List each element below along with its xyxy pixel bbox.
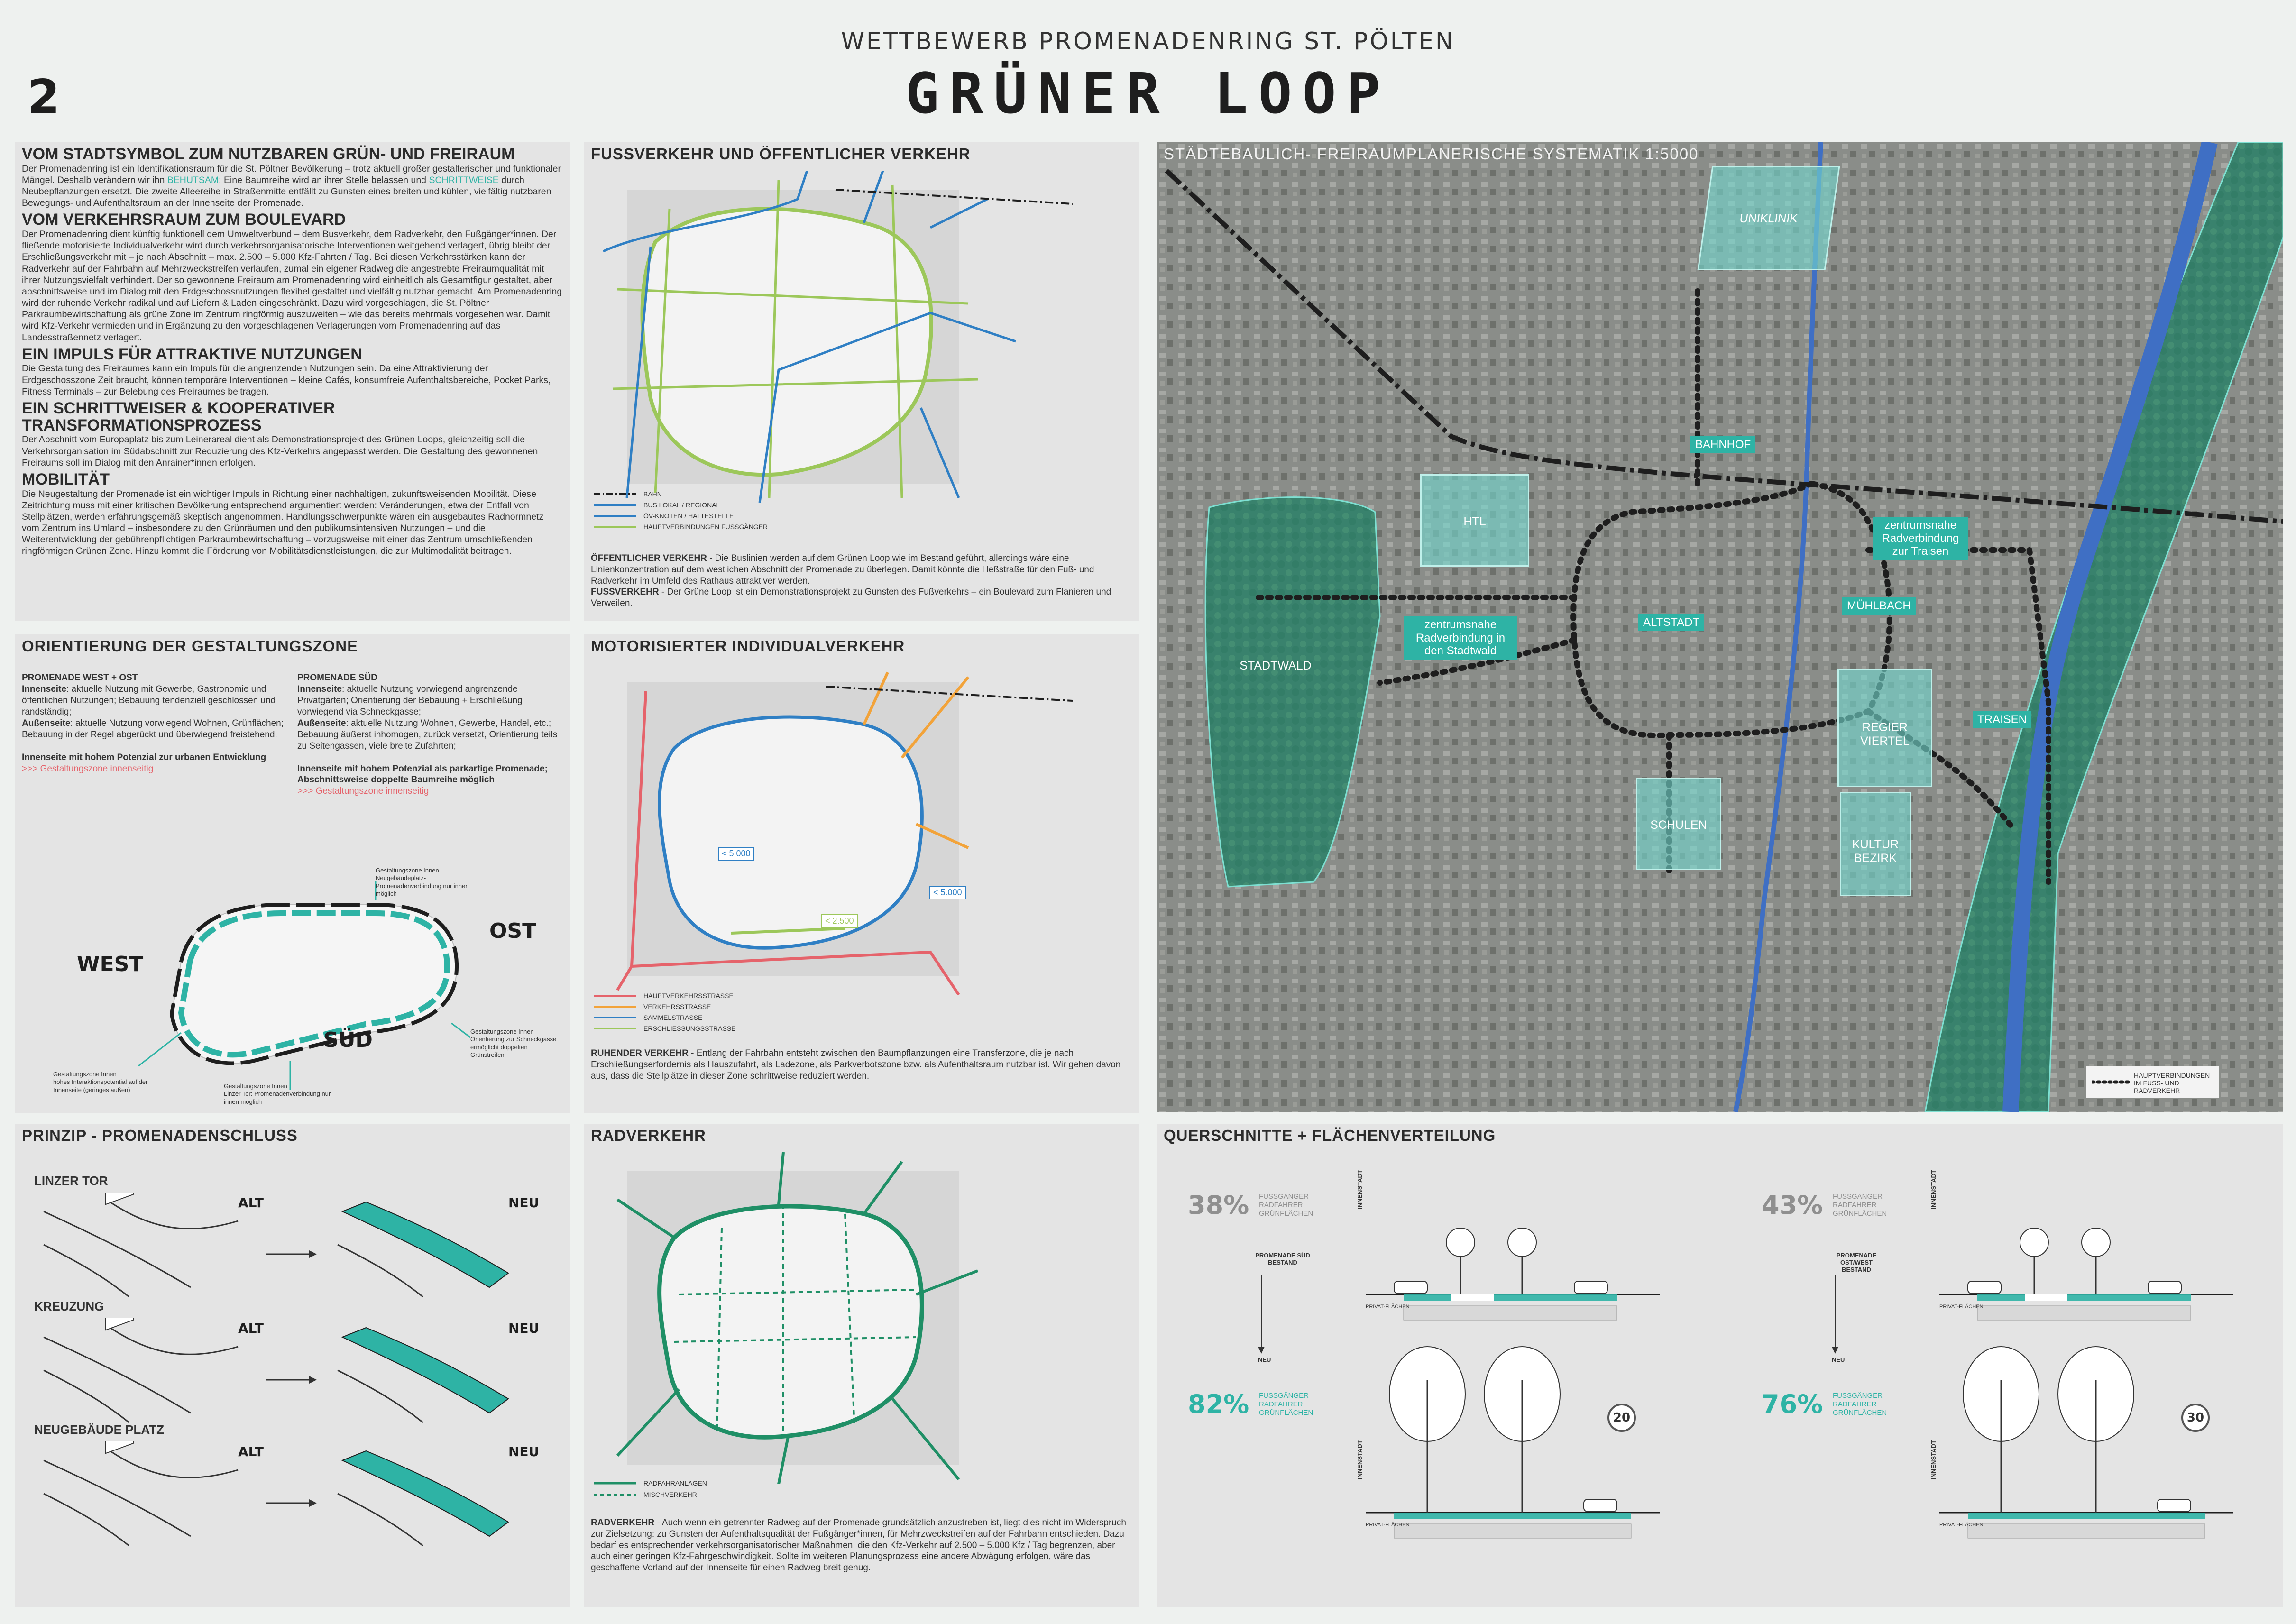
section-strip bbox=[1968, 1513, 2205, 1519]
caption-label: RUHENDER VERKEHR bbox=[591, 1048, 689, 1058]
panel-title: PRINZIP - PROMENADENSCHLUSS bbox=[22, 1127, 298, 1144]
intro-heading-4: EIN SCHRITTWEISER & KOOPERATIVER TRANSFORMATIONSPROZESS bbox=[22, 399, 335, 434]
highlight: SCHRITTWEISE bbox=[429, 174, 499, 185]
panel-title: FUSSVERKEHR UND ÖFFENTLICHER VERKEHR bbox=[591, 145, 971, 163]
share-legend-item: RADFAHRER bbox=[1259, 1400, 1303, 1408]
street-sections bbox=[1366, 1181, 1660, 1598]
legend-label: ERSCHLIESSUNGSSTRASSE bbox=[643, 1025, 736, 1032]
panel-title: QUERSCHNITTE + FLÄCHENVERTEILUNG bbox=[1164, 1127, 1496, 1144]
label-traisen: TRAISEN bbox=[1973, 711, 2031, 728]
annotation bbox=[376, 867, 470, 898]
tree-crown bbox=[2082, 1228, 2110, 1257]
legend-swatches bbox=[594, 489, 641, 532]
legend-label: BAHN bbox=[643, 490, 662, 498]
share-legend-item: FUSSGÄNGER bbox=[1259, 1193, 1309, 1201]
caption-text: - Der Grüne Loop ist ein Demonstrationsprojekt zu Gunsten des Fußverkehrs – ein Boulevard zum Flanieren und Verweilen. bbox=[591, 587, 1111, 608]
intro-heading-2: VOM VERKEHRSRAUM ZUM BOULEVARD bbox=[22, 211, 346, 229]
share-legend-item: GRÜNFLÄCHEN bbox=[1833, 1409, 1887, 1417]
building bbox=[105, 1193, 134, 1204]
legend-label: RADFAHRANLAGEN bbox=[643, 1479, 707, 1487]
old-road-lines bbox=[44, 1202, 238, 1297]
caption-text: - Die Buslinien werden auf dem Grünen Loop wie im Bestand geführt, allerdings wäre eine Linienkonzentration auf dem westlichen Abschnitt der Promenade zu überlegen. Damit könnte die Heßstraße für den Fuß- und Radverkehr im Umfeld des Rathaus attraktiver werden. bbox=[591, 553, 1094, 586]
label-neu: NEU bbox=[508, 1321, 540, 1336]
label-neu: NEU bbox=[508, 1444, 540, 1459]
tree-crown bbox=[2020, 1228, 2048, 1257]
caption bbox=[591, 553, 1131, 609]
car-icon bbox=[1394, 1281, 1427, 1294]
intro-heading-3: EIN IMPULS FÜR ATTRAKTIVE NUTZUNGEN bbox=[22, 345, 362, 363]
car-icon bbox=[1574, 1281, 1607, 1294]
car-icon bbox=[1968, 1281, 2001, 1294]
motor-traffic-panel bbox=[584, 634, 1139, 1113]
label-private: PRIVAT-FLÄCHEN bbox=[1366, 1304, 1410, 1310]
share-new: 76% bbox=[1762, 1389, 1823, 1419]
section-label: PROMENADE OST/WEST BESTAND bbox=[1836, 1252, 1877, 1273]
old-road-lines bbox=[44, 1451, 238, 1546]
traffic-label: < 2.500 bbox=[821, 914, 858, 928]
zone-label: UNIKLINIK bbox=[1738, 212, 1799, 226]
new-road-lines bbox=[338, 1245, 423, 1297]
cycling-map bbox=[598, 1152, 1120, 1484]
pointer-line bbox=[138, 1033, 181, 1066]
zone-regierungsviertel bbox=[1837, 669, 1932, 787]
principle-row-name: NEUGEBÄUDE PLATZ bbox=[34, 1422, 164, 1437]
label-muehlbach: MÜHLBACH bbox=[1842, 597, 1916, 615]
new-road-lines bbox=[338, 1494, 423, 1546]
new-road-lines bbox=[338, 1370, 423, 1422]
share-legend bbox=[1833, 1193, 1887, 1218]
intro-text bbox=[22, 146, 562, 557]
share-new: 82% bbox=[1188, 1389, 1249, 1419]
panel-title: STÄDTEBAULICH- FREIRAUMPLANERISCHE SYSTEMATIK 1:5000 bbox=[1164, 145, 1699, 163]
intro-paragraph-4: Der Abschnitt vom Europaplatz bis zum Leinerareal dient als Demonstrationsprojekt des Grünen Loops, gleichzeitig soll die Verkehrsorganisation im Südabschnitt zur Reduzierung des Kfz-Verkehrs angepasst werden. Die Gestaltung des gewonnenen Freiraums soll im Dialog mit den Anrainer*innen erfolgen. bbox=[22, 434, 538, 468]
principle-panel bbox=[15, 1124, 570, 1607]
intro-paragraph-2: Der Promenadenring dient künftig funktionell dem Umweltverbund – dem Busverkehr, dem Radverkehr, den Fußgänger*innen. Der fließende motorisierte Individualverkehr wird durch verkehrsorganisatorische Interventionen weitgehend verlagert, übrig bleibt der Erschließungsverkehr mit – je nach Abschnitt – max. 2.500 – 5.000 Kfz-Fahrten / Tag. Bei diesen Verkehrsstärken kann der Radverkehr auf der Fahrbahn auf Mehrzweckstreifen verlaufen, zumal ein eigener Radweg die angestrebte Freiraumqualität mit ihrer Nutzungsvielfalt verhindert. Der so gewonnene Freiraum am Promenadenring wird einheitlich als Gesamtfigur gestaltet, aber abschnittsweise und im Dialog mit den Erdgeschossnutzungen flexibel gestaltet und vielfältig nutzbar gemacht. Am Promenadenring wird der ruhende Verkehr radikal und auf Liefern & Laden eingeschränkt. Dazu wird vorgeschlagen, die St. Pöltner Parkraumbewirtschaftung als grüne Zone im Zentrum ringförmig auszuweiten – wie das bereits mehrmals vorgesehen war. Damit wird Kfz-Verkehr vermieden und in Ergänzung zu den vorgeschlagenen Verlagerungen vom Promenadenring auf das Landesstraßennetz verlagert. bbox=[22, 229, 562, 343]
label-alt: ALT bbox=[238, 1321, 264, 1336]
urban-system-map-panel bbox=[1157, 142, 2283, 1112]
caption bbox=[591, 1048, 1131, 1082]
share-legend-item: FUSSGÄNGER bbox=[1833, 1392, 1883, 1400]
label-alt: ALT bbox=[238, 1195, 264, 1211]
tree-crown bbox=[1508, 1228, 1536, 1257]
annotation bbox=[470, 1028, 560, 1059]
label-south: SÜD bbox=[323, 1028, 373, 1052]
map-legend bbox=[2086, 1066, 2219, 1098]
text-run: : aktuelle Nutzung vorwiegend angrenzende Privatgärten; Orientierung der Bebauung + Erschließung vorwiegend via Schneckgasse; bbox=[297, 684, 523, 717]
share-legend-item: RADFAHRER bbox=[1833, 1201, 1877, 1209]
traffic-label: < 5.000 bbox=[718, 847, 754, 861]
zone-htl bbox=[1420, 474, 1529, 567]
share-legend-item: RADFAHRER bbox=[1259, 1201, 1303, 1209]
section-label: PROMENADE SÜD BESTAND bbox=[1255, 1252, 1310, 1266]
annotation-text: hohes Interaktionspotential auf der Innenseite (geringes außen) bbox=[53, 1078, 148, 1093]
label-innenstadt: INNENSTADT bbox=[1356, 1440, 1363, 1479]
share-legend-item: FUSSGÄNGER bbox=[1259, 1392, 1309, 1400]
share-existing: 38% bbox=[1188, 1190, 1249, 1220]
intro-paragraph-1 bbox=[22, 163, 562, 209]
text-run: : aktuelle Nutzung mit Gewerbe, Gastronomie und öffentlichen Nutzungen; Bebauung tendenziell geschlossen und randständig; bbox=[22, 684, 276, 717]
text-run: Der Promenadenring ist ein Identifikationsraum für die St. Pöltner Bevölkerung – trotz aktuell großer gestalterischer und funktionaler Mängel. Deshalb verändern wir ihn bbox=[22, 163, 561, 185]
share-legend-item: GRÜNFLÄCHEN bbox=[1259, 1210, 1313, 1218]
arrow-head bbox=[309, 1250, 317, 1258]
cycling-panel bbox=[584, 1124, 1139, 1607]
car-icon bbox=[2148, 1281, 2181, 1294]
label-neu: NEU bbox=[508, 1195, 540, 1211]
label-east: OST bbox=[489, 919, 537, 943]
collector-ring bbox=[660, 717, 922, 948]
arrow-head bbox=[309, 1499, 317, 1507]
intro-heading-5: MOBILITÄT bbox=[22, 470, 110, 488]
legend-swatches bbox=[594, 991, 641, 1034]
section-strip bbox=[1977, 1294, 2191, 1301]
label-private: PRIVAT-FLÄCHEN bbox=[1939, 1522, 1984, 1528]
orientation-panel bbox=[15, 634, 570, 1113]
label-neu: NEU bbox=[1258, 1356, 1271, 1363]
section-strip bbox=[2025, 1294, 2067, 1301]
annotation bbox=[224, 1083, 342, 1106]
section-strip bbox=[1451, 1294, 1494, 1301]
green-loop bbox=[643, 209, 932, 475]
zone-label: SCHULEN bbox=[1650, 818, 1707, 832]
text-run: : aktuelle Nutzung Wohnen, Gewerbe, Handel, etc.; Bebauung äußerst inhomogen, zurück versetzt, Orientierung teils zu Seitengassen, viele breite Zufahrten; bbox=[297, 718, 558, 751]
new-promenade-fill bbox=[342, 1202, 508, 1287]
label-private: PRIVAT-FLÄCHEN bbox=[1366, 1522, 1410, 1528]
legend-swatches bbox=[594, 1478, 641, 1502]
share-legend bbox=[1259, 1392, 1313, 1417]
share-legend-item: RADFAHRER bbox=[1833, 1400, 1877, 1408]
legend-label: VERKEHRSSTRASSE bbox=[643, 1003, 711, 1010]
sheet-number: 2 bbox=[28, 70, 60, 124]
text-run: : Eine Baumreihe wird an ihrer Stelle belassen und bbox=[219, 174, 429, 185]
label-private: PRIVAT-FLÄCHEN bbox=[1939, 1304, 1984, 1310]
share-legend-item: GRÜNFLÄCHEN bbox=[1833, 1210, 1887, 1218]
zone-uniklinik bbox=[1698, 166, 1840, 270]
legend-label: HAUPTVERBINDUNGEN IM FUSS- UND RADVERKEHR bbox=[2134, 1072, 2210, 1094]
cross-section-panel bbox=[1157, 1124, 2283, 1607]
zone-label: REGIER VIERTEL bbox=[1860, 721, 1910, 748]
zone-kulturbezirk bbox=[1840, 792, 1911, 896]
text-run: >>> Gestaltungszone innenseitig bbox=[22, 763, 154, 774]
aerial-map bbox=[1157, 142, 2283, 1112]
subheading: PROMENADE WEST + OST bbox=[22, 673, 138, 683]
caption-text: - Auch wenn ein getrennter Radweg auf der Promenade grundsätzlich anzustreben ist, liegt dies nicht im Widerspruch zur Zielsetzung: zu Gunsten der Aufenthaltsqualität der Fußgänger*innen, für Mehrzweckstreifen auf der Fahrbahn entschieden. Dazu bedarf es entsprechender verkehrsorganisatorischer Maßnahmen, die den Kfz-Verkehr auf 2.500 – 5.000 Kfz / Tag begrenzen, aber auch einer geringen Kfz-Fahrgeschwindigkeit. Sollte im weiteren Planungsprozess eine andere Abwägung erfolgen, wäre das geschaffene Vorland auf der Innenseite für einen Radweg breit genug. bbox=[591, 1518, 1126, 1573]
dimension-bar bbox=[1404, 1306, 1617, 1320]
legend-label: SAMMELSTRASSE bbox=[643, 1014, 703, 1021]
street-sections bbox=[1939, 1181, 2233, 1598]
pedestrian-transit-map bbox=[598, 171, 1120, 503]
share-legend bbox=[1259, 1193, 1313, 1218]
orientation-south-text bbox=[297, 672, 563, 797]
label-radverbindung-stadtwald: zentrumsnahe Radverbindung in den Stadtwald bbox=[1404, 616, 1517, 660]
arrow-head bbox=[1832, 1347, 1838, 1354]
new-promenade-fill bbox=[342, 1451, 508, 1536]
old-road-lines bbox=[44, 1328, 238, 1422]
caption-label: FUSSVERKEHR bbox=[591, 587, 659, 597]
caption-label: ÖFFENTLICHER VERKEHR bbox=[591, 553, 707, 563]
sheet-subtitle: WETTBEWERB PROMENADENRING ST. PÖLTEN bbox=[841, 28, 1455, 55]
label-innenstadt: INNENSTADT bbox=[1356, 1170, 1363, 1209]
orientation-diagram bbox=[110, 862, 537, 1099]
annotation-text: Neugebäudeplatz-Promenadenverbindung nur innen möglich bbox=[376, 874, 469, 897]
new-promenade-fill bbox=[342, 1328, 508, 1413]
intro-heading-1: VOM STADTSYMBOL ZUM NUTZBAREN GRÜN- UND FREIRAUM bbox=[22, 145, 515, 163]
label-neu: NEU bbox=[1832, 1356, 1845, 1363]
arrow-head bbox=[1258, 1347, 1265, 1354]
cycle-ring bbox=[660, 1206, 922, 1437]
section-strip bbox=[1394, 1513, 1631, 1519]
intro-paragraph-5: Die Neugestaltung der Promenade ist ein wichtiger Impuls in Richtung einer nachhaltigen, zukunftsweisenden Mobilität. Diese Zeitrichtung muss mit einer kritischen Bevölkerung entsprechend argumentiert werden: Veränderungen, etwa der Entfall von Stellplätzen, werden erfahrungsgemäß skeptisch angenommen. Handlungsschwerpunkte wären ein ausgebautes Radnormnetz vom Zentrum ins Umland – insbesondere zu den Grünräumen und den publikumsintensiven Nutzungen – und die Weiterentwicklung der gebührenpflichtigen Parkraumbewirtschaftung – vorzugsweise mit einer das Zentrum umschließenden ringförmigen Grünen Zone. Hinzu kommt die Förderung von Mobilitätsdienstleistungen, die zur Multimodalität beitragen. bbox=[22, 488, 544, 557]
arrow-head bbox=[309, 1376, 317, 1384]
zone-label: KULTUR BEZIRK bbox=[1852, 838, 1899, 865]
legend-label: MISCHVERKEHR bbox=[643, 1491, 697, 1498]
annotation-title: Gestaltungszone Innen bbox=[224, 1083, 287, 1090]
intro-paragraph-3: Die Gestaltung des Freiraumes kann ein Impuls für die angrenzenden Nutzungen sein. Da eine Attraktivierung der Erdgeschosszone Zeit braucht, können temporäre Interventionen – kleine Cafés, konsumfreie Aufenthaltsbereiche, Pocket Parks, Fitness Terminals – zur Belebung des Freiraumes beitragen. bbox=[22, 363, 551, 397]
car-icon bbox=[1584, 1499, 1617, 1512]
share-legend-item: GRÜNFLÄCHEN bbox=[1259, 1409, 1313, 1417]
annotation-text: Linzer Tor: Promenadenverbindung nur innen möglich bbox=[224, 1090, 331, 1105]
intro-panel bbox=[15, 142, 570, 621]
arrow bbox=[1830, 1275, 1840, 1356]
panel-title: ORIENTIERUNG DER GESTALTUNGSZONE bbox=[22, 637, 358, 655]
principle-row-name: KREUZUNG bbox=[34, 1299, 104, 1313]
legend-label: HAUPTVERKEHRSSTRASSE bbox=[643, 992, 734, 1000]
label-alt: ALT bbox=[238, 1444, 264, 1459]
section-strip bbox=[1404, 1294, 1617, 1301]
text-run: durch Neubepflanzungen ersetzt. Die zweite Alleereihe in Straßenmitte entfällt zu Gunsten eines breiten und kühlen, vielfältig nutzbaren Bewegungs- und Aufenthaltsraum an der Innenseite der Promenade. bbox=[22, 174, 551, 209]
tree-crown bbox=[1446, 1228, 1475, 1257]
text-run: : aktuelle Nutzung vorwiegend Wohnen, Grünflächen; Bebauung in der Regel abgerückt und überwiegend freistehend. bbox=[22, 718, 284, 740]
label-bahnhof: BAHNHOF bbox=[1690, 436, 1755, 453]
legend-label: BUS LOKAL / REGIONAL bbox=[643, 501, 720, 509]
annotation-title: Gestaltungszone Innen bbox=[376, 867, 439, 874]
label-west: WEST bbox=[77, 952, 144, 976]
label-innenstadt: INNENSTADT bbox=[1930, 1440, 1937, 1479]
legend-label: HAUPTVERBINDUNGEN FUSSGÄNGER bbox=[643, 523, 768, 531]
orientation-west-text bbox=[22, 672, 287, 774]
panel-title: MOTORISIERTER INDIVIDUALVERKEHR bbox=[591, 637, 905, 655]
label-altstadt: ALTSTADT bbox=[1638, 614, 1704, 631]
dimension-bar bbox=[1977, 1306, 2191, 1320]
principle-diagram bbox=[34, 1318, 556, 1427]
share-existing: 43% bbox=[1762, 1190, 1823, 1220]
dimension-bar bbox=[1968, 1524, 2205, 1538]
zone-label-stadtwald: STADTWALD bbox=[1240, 659, 1312, 672]
annotation-title: Gestaltungszone Innen bbox=[470, 1028, 534, 1035]
zone-schulen bbox=[1636, 778, 1721, 870]
principle-diagram bbox=[34, 1193, 556, 1302]
text-run: >>> Gestaltungszone innenseitig bbox=[297, 786, 429, 797]
panel-title: RADVERKEHR bbox=[591, 1127, 706, 1144]
text-label: Außenseite bbox=[22, 718, 71, 728]
pedestrian-transit-panel bbox=[584, 142, 1139, 621]
highlight: BEHUTSAM bbox=[167, 174, 219, 185]
principle-row-name: LINZER TOR bbox=[34, 1174, 108, 1188]
building bbox=[105, 1318, 134, 1330]
speed-limit-sign: 20 bbox=[1607, 1404, 1636, 1432]
text-label: Innenseite bbox=[22, 684, 66, 694]
share-legend-item: FUSSGÄNGER bbox=[1833, 1193, 1883, 1201]
legend-label: ÖV-KNOTEN / HALTESTELLE bbox=[643, 512, 734, 520]
caption-label: RADVERKEHR bbox=[591, 1518, 655, 1528]
label-radverbindung-traisen: zentrumsnahe Radverbindung zur Traisen bbox=[1873, 517, 1968, 560]
text-label: Innenseite mit hohem Potenzial zur urbanen Entwicklung bbox=[22, 752, 266, 762]
principle-diagram bbox=[34, 1441, 556, 1551]
caption-text: - Entlang der Fahrbahn entsteht zwischen den Baumpflanzungen eine Transferzone, die je nach Erschließungserfordernis als Hauszufahrt, als Ladezone, als Parkverbotszone bzw. als Aufenthaltsraum nutzbar ist. Wir gehen davon aus, dass die Stellplätze in dieser Zone schrittweise reduziert werden. bbox=[591, 1048, 1121, 1081]
traffic-label: < 5.000 bbox=[929, 886, 966, 899]
annotation-text: Orientierung zur Schneckgasse ermöglicht doppelten Grünstreifen bbox=[470, 1036, 557, 1058]
speed-limit-sign: 30 bbox=[2181, 1404, 2210, 1432]
text-label: Innenseite mit hohem Potenzial als parkartige Promenade; Abschnittsweise doppelte Baumreihe möglich bbox=[297, 763, 548, 785]
motor-traffic-map bbox=[598, 663, 1120, 995]
label-innenstadt: INNENSTADT bbox=[1930, 1170, 1937, 1209]
dimension-bar bbox=[1394, 1524, 1631, 1538]
text-label: Innenseite bbox=[297, 684, 342, 694]
annotation-title: Gestaltungszone Innen bbox=[53, 1071, 117, 1078]
subheading: PROMENADE SÜD bbox=[297, 673, 377, 683]
legend-swatch bbox=[2092, 1077, 2130, 1087]
caption bbox=[591, 1517, 1131, 1574]
pointer-line bbox=[451, 1023, 470, 1037]
zone-label: HTL bbox=[1463, 515, 1486, 529]
sheet-title: GRÜNER LOOP bbox=[905, 61, 1391, 126]
arrow bbox=[1257, 1275, 1266, 1356]
building bbox=[105, 1441, 134, 1453]
annotation bbox=[53, 1071, 162, 1094]
share-legend bbox=[1833, 1392, 1887, 1417]
text-label: Außenseite bbox=[297, 718, 346, 728]
car-icon bbox=[2158, 1499, 2191, 1512]
